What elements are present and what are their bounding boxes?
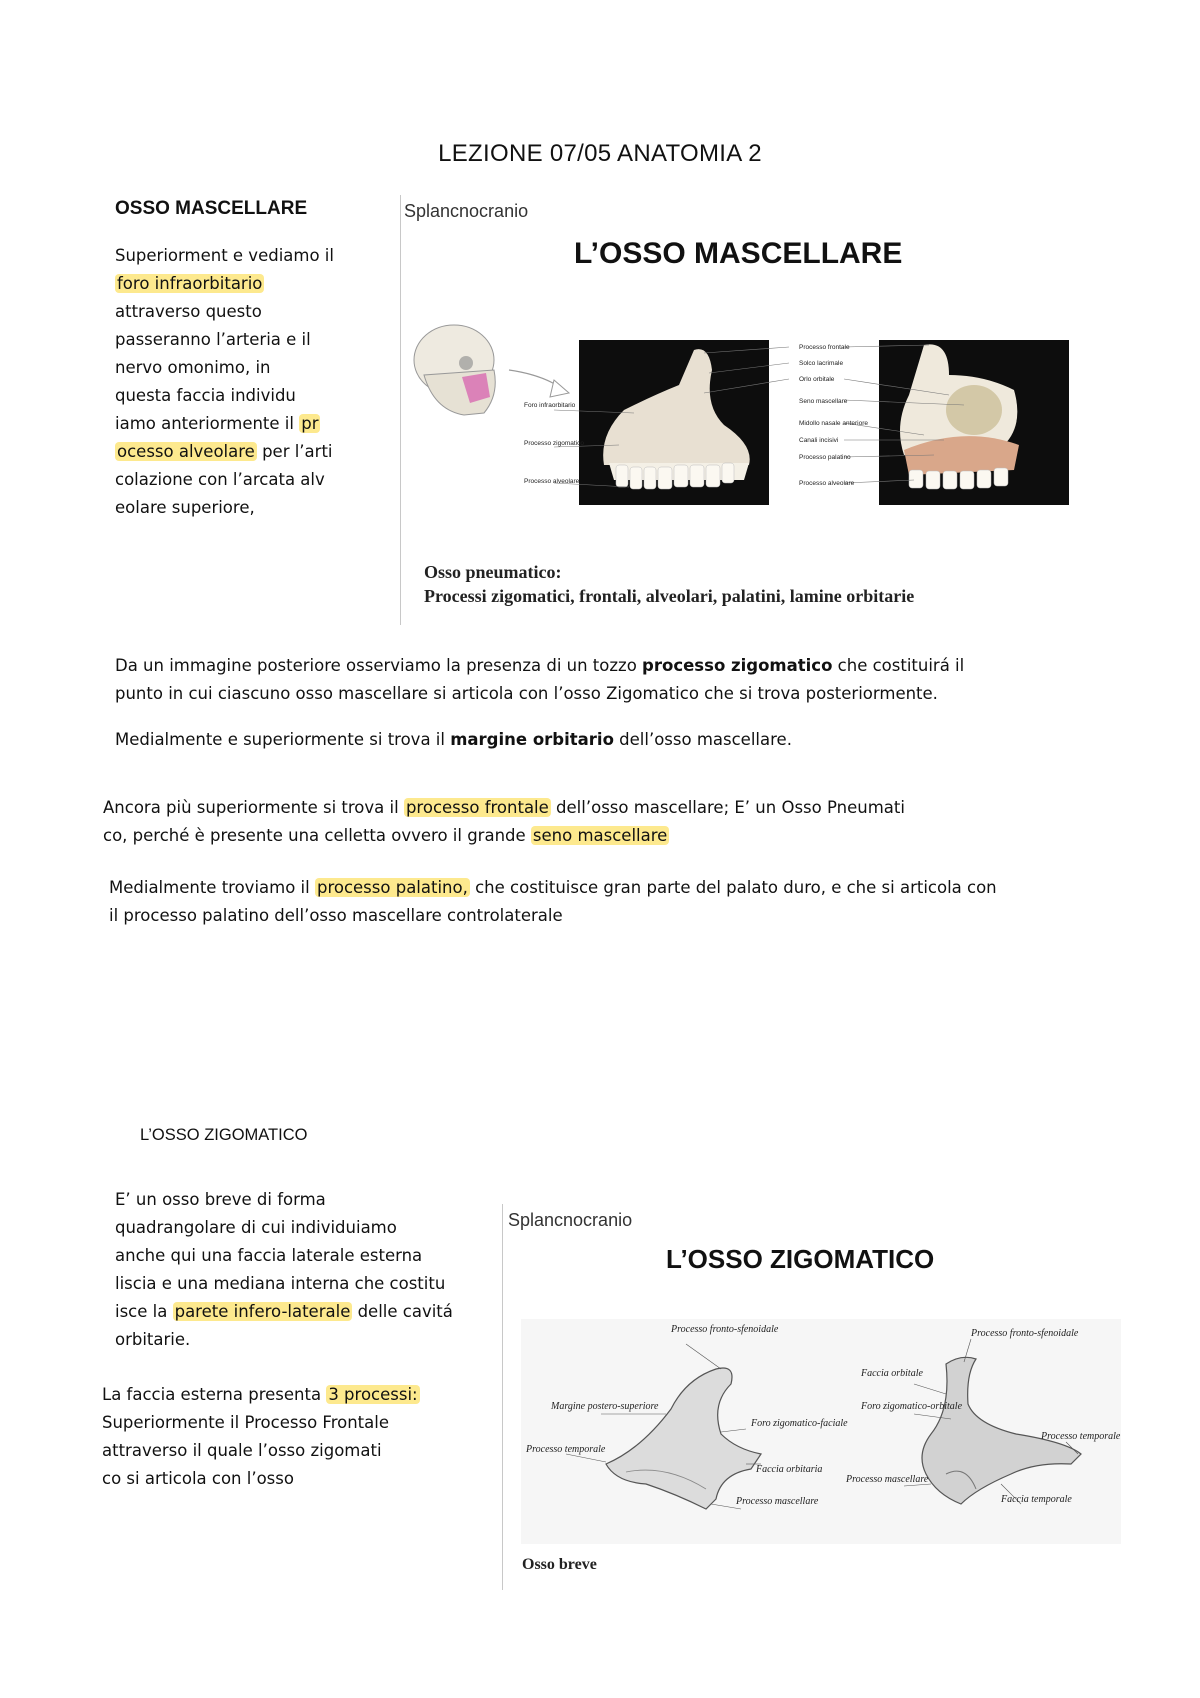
text-segment: colazione con l’arcata alv	[115, 470, 325, 489]
text-line	[115, 726, 792, 754]
figure-osso-mascellare	[404, 195, 1104, 625]
text-segment: punto in cui ciascuno osso mascellare si articola con l’osso Zigomatico che si trova posteriormente.	[115, 684, 938, 703]
bold-term: margine orbitario	[450, 730, 614, 749]
paragraph-processo-palatino	[109, 874, 997, 930]
text-segment: nervo omonimo, in	[115, 358, 271, 377]
text-line	[115, 1242, 453, 1270]
label-margine-postero-superiore: Margine postero-superiore	[551, 1401, 659, 1412]
text-line	[115, 1298, 453, 1326]
text-line	[115, 298, 334, 326]
text-segment: eolare superiore,	[115, 498, 255, 517]
highlighted-term: ocesso alveolare	[117, 442, 255, 461]
text-line	[115, 466, 334, 494]
text-segment: iamo anteriormente il	[115, 414, 300, 433]
highlighted-term: processo palatino,	[316, 878, 468, 897]
zigomatico-intro-text	[115, 1186, 453, 1354]
text-segment: che costituisce gran parte del palato duro, e che si articola con	[469, 878, 997, 897]
label-canali-incisivi: Canali incisivi	[799, 437, 839, 444]
text-segment: Medialmente e superiormente si trova il	[115, 730, 451, 749]
text-line	[115, 438, 334, 466]
highlighted-term: parete infero-laterale	[174, 1302, 351, 1321]
maxilla-illustration	[404, 315, 1104, 505]
section-heading-mascellare: OSSO MASCELLARE	[115, 198, 308, 219]
highlighted-term: processo frontale	[405, 798, 549, 817]
bold-term: processo zigomatico	[642, 656, 833, 675]
text-segment: il processo palatino dell’osso mascellare controlaterale	[109, 906, 563, 925]
highlighted-term: 3 processi:	[328, 1385, 418, 1404]
text-segment: Superiormente il Processo Frontale	[102, 1413, 389, 1432]
label-orlo-orbitale: Orlo orbitale	[799, 376, 835, 383]
text-line	[115, 1270, 453, 1298]
label-processo-alveolare: Processo alveolare	[524, 478, 580, 485]
text-line	[103, 822, 905, 850]
text-line	[115, 1186, 453, 1214]
text-line	[102, 1381, 420, 1409]
text-segment: dell’osso mascellare; E’ un Osso Pneumati	[550, 798, 905, 817]
text-line	[115, 242, 334, 270]
label-foro-zigomatico-orbitale: Foro zigomatico-orbitale	[861, 1401, 963, 1412]
label-faccia-orbitale: Faccia orbitale	[861, 1368, 923, 1379]
label-processo-alveolare-2: Processo alveolare	[799, 480, 855, 487]
label-fronto-sfenoidale-2: Processo fronto-sfenoidale	[971, 1328, 1079, 1339]
text-line	[102, 1465, 420, 1493]
label-foro-zigomatico-faciale: Foro zigomatico-faciale	[751, 1418, 848, 1429]
text-segment: per l’arti	[256, 442, 333, 461]
text-segment: E’ un osso breve di forma	[115, 1190, 326, 1209]
text-segment: che costituirá il	[832, 656, 965, 675]
label-faccia-orbitaria: Faccia orbitaria	[756, 1464, 823, 1475]
text-segment: orbitarie.	[115, 1330, 191, 1349]
highlighted-term: pr	[301, 414, 319, 433]
label-processo-mascellare-2: Processo mascellare	[846, 1474, 929, 1485]
label-foro-infraorbitario: Foro infraorbitario	[524, 402, 576, 409]
slide-label-2: Splancnocranio	[508, 1210, 633, 1230]
label-processo-zigomatico: Processo zigomatico	[524, 440, 584, 447]
label-solco-lacrimale: Solco lacrimale	[799, 360, 844, 367]
text-segment: questa faccia individu	[115, 386, 296, 405]
skull-icon	[414, 325, 495, 415]
text-segment: quadrangolare di cui individuiamo	[115, 1218, 397, 1237]
highlighted-term: seno mascellare	[532, 826, 668, 845]
highlighted-term: foro infraorbitario	[117, 274, 263, 293]
text-segment: co, perché è presente una celletta ovvero il grande	[103, 826, 531, 845]
figure-osso-zigomatico	[506, 1204, 1126, 1590]
text-segment: attraverso questo	[115, 302, 262, 321]
text-segment: Superiorment e vediamo il	[115, 246, 334, 265]
label-processo-frontale: Processo frontale	[799, 344, 850, 351]
label-midollo-nasale: Midollo nasale anteriore	[799, 420, 869, 427]
paragraph-margine-orbitario	[115, 726, 792, 754]
figure-caption-3: Osso breve	[522, 1556, 597, 1573]
figure-caption-1: Osso pneumatico:	[424, 562, 562, 582]
figure-caption-2: Processi zigomatici, frontali, alveolari, palatini, lamine orbitarie	[424, 586, 915, 606]
slide-label: Splancnocranio	[404, 201, 529, 221]
figure-divider-2	[502, 1204, 503, 1590]
text-line	[115, 270, 334, 298]
text-segment: liscia e una mediana interna che costitu	[115, 1274, 446, 1293]
page-title: LEZIONE 07/05 ANATOMIA 2	[438, 140, 762, 167]
label-processo-temporale-2: Processo temporale	[1041, 1431, 1121, 1442]
text-line	[115, 494, 334, 522]
zygomatic-illustration	[506, 1314, 1126, 1549]
text-line	[115, 652, 964, 680]
section-heading-zigomatico: L’OSSO ZIGOMATICO	[140, 1126, 308, 1144]
text-line	[115, 680, 964, 708]
text-segment: isce la	[115, 1302, 173, 1321]
label-fronto-sfenoidale: Processo fronto-sfenoidale	[671, 1324, 779, 1335]
text-segment: anche qui una faccia laterale esterna	[115, 1246, 423, 1265]
paragraph-processo-frontale	[103, 794, 905, 850]
label-processo-temporale: Processo temporale	[526, 1444, 606, 1455]
text-line	[115, 382, 334, 410]
text-line	[102, 1437, 420, 1465]
slide-title: L’OSSO MASCELLARE	[574, 237, 903, 270]
text-line	[115, 410, 334, 438]
text-line	[115, 326, 334, 354]
text-line	[109, 874, 997, 902]
text-segment: delle cavitá	[352, 1302, 453, 1321]
zigomatico-processi-text	[102, 1381, 420, 1493]
text-line	[103, 794, 905, 822]
text-segment: Medialmente troviamo il	[109, 878, 315, 897]
label-faccia-temporale: Faccia temporale	[1001, 1494, 1072, 1505]
slide-title-2: L’OSSO ZIGOMATICO	[666, 1244, 935, 1274]
text-line	[115, 1214, 453, 1242]
label-processo-palatino: Processo palatino	[799, 454, 851, 461]
text-line	[115, 354, 334, 382]
figure-divider	[400, 195, 401, 625]
text-segment: co si articola con l’osso	[102, 1469, 294, 1488]
text-segment: Da un immagine posteriore osserviamo la presenza di un tozzo	[115, 656, 643, 675]
mascellare-intro-text	[115, 242, 334, 522]
text-segment: passeranno l’arteria e il	[115, 330, 311, 349]
label-seno-mascellare: Seno mascellare	[799, 398, 848, 405]
paragraph-processo-zigomatico	[115, 652, 964, 708]
text-segment: La faccia esterna presenta	[102, 1385, 327, 1404]
text-segment: dell’osso mascellare.	[613, 730, 792, 749]
text-segment: attraverso il quale l’osso zigomati	[102, 1441, 382, 1460]
text-line	[102, 1409, 420, 1437]
label-processo-mascellare: Processo mascellare	[736, 1496, 819, 1507]
text-line	[115, 1326, 453, 1354]
text-segment: Ancora più superiormente si trova il	[103, 798, 404, 817]
text-line	[109, 902, 997, 930]
